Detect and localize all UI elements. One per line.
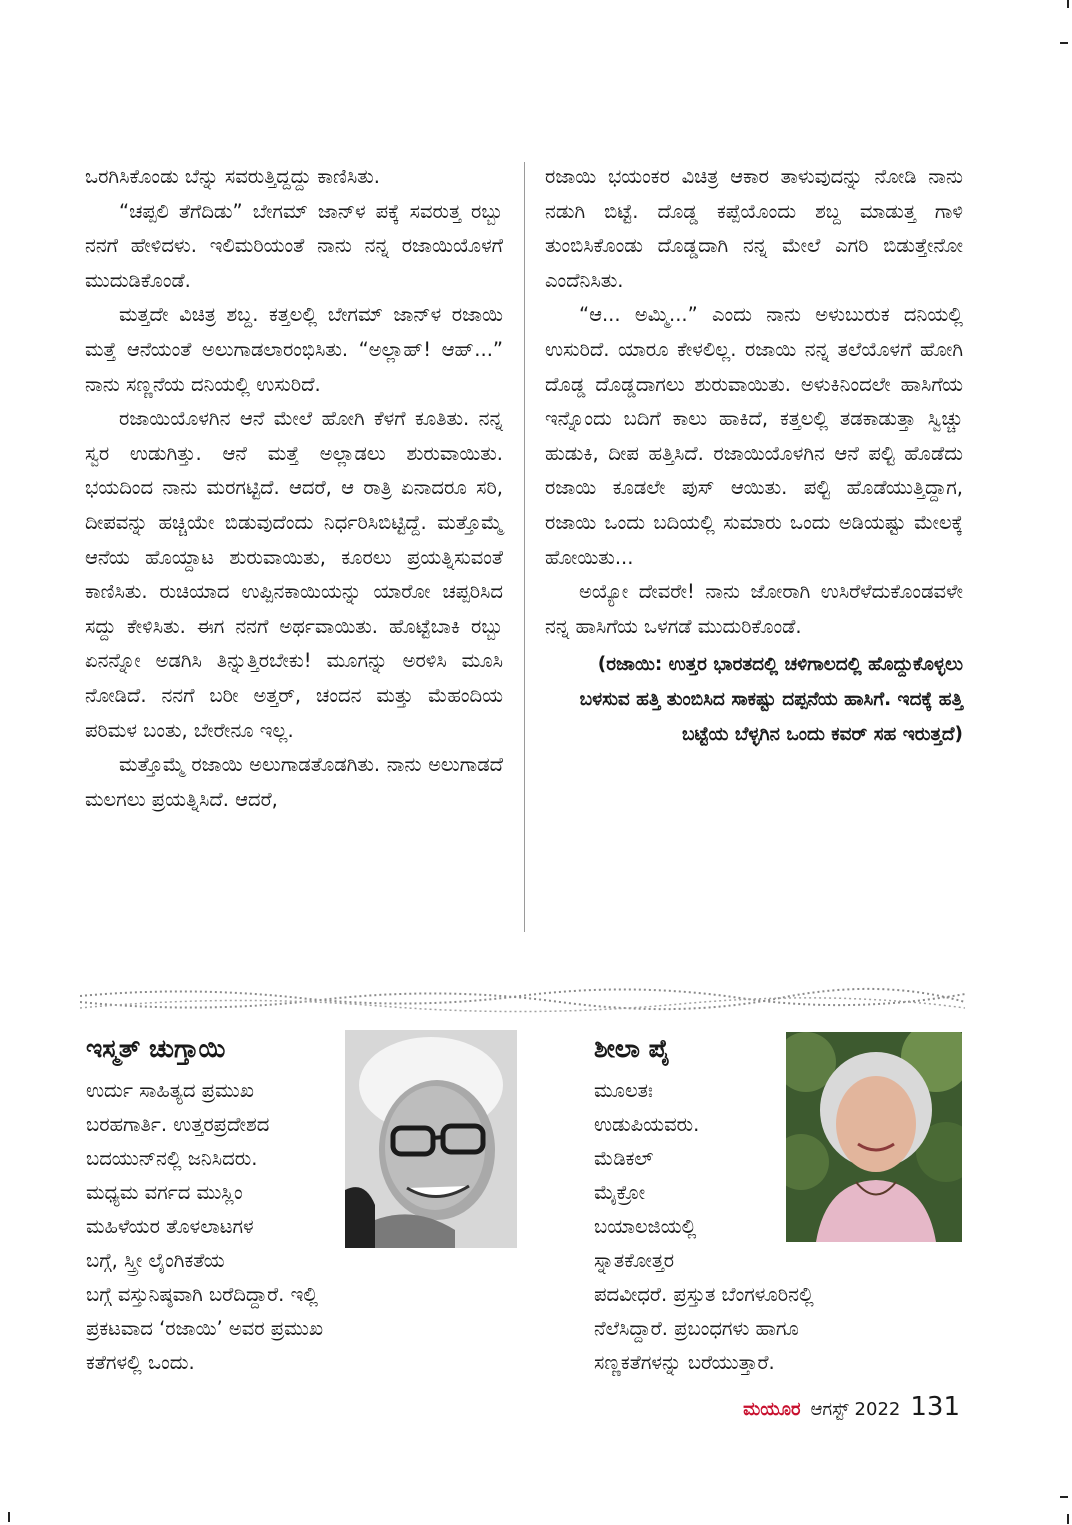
paragraph: ರಜಾಯಿ ಭಯಂಕರ ವಿಚಿತ್ರ ಆಕಾರ ತಾಳುವುದನ್ನು ನೋಡಿ ನಾನು ನಡುಗಿ ಬಿಟ್ಟೆ. ದೊಡ್ಡ ಕಪ್ಪೆಯೊಂದು ಶಬ್ದ ಮಾಡುತ್ತ ಗಾಳಿ ತುಂಬಿಸಿಕೊಂಡು ದೊಡ್ಡದಾಗಿ ನನ್ನ ಮೇಲೆ ಎಗರಿ ಬಿಡುತ್ತೇನೋ ಎಂದೆನಿಸಿತು. bbox=[545, 165, 963, 292]
article-column-left bbox=[85, 160, 503, 817]
bio-line: ಮೆಡಿಕಲ್ bbox=[594, 1147, 654, 1170]
decorative-divider bbox=[80, 984, 965, 1018]
bio-line: ಉಡುಪಿಯವರು. bbox=[594, 1113, 700, 1136]
crop-mark bbox=[8, 1512, 10, 1522]
issue-date: ಆಗಸ್ಟ್ 2022 bbox=[810, 1399, 901, 1420]
bio-line: ಉರ್ದು ಸಾಹಿತ್ಯದ ಪ್ರಮುಖ bbox=[86, 1079, 254, 1102]
crop-mark bbox=[1060, 42, 1068, 44]
paragraph: ಒರಗಿಸಿಕೊಂಡು ಬೆನ್ನು ಸವರುತ್ತಿದ್ದದ್ದು ಕಾಣಿಸಿತು. bbox=[85, 165, 380, 188]
paragraph: “ಚಪ್ಪಲಿ ತೆಗೆದಿಡು” ಬೇಗಮ್ ಜಾನ್‌ಳ ಪಕ್ಕೆ ಸವರುತ್ತ ರಬ್ಬು ನನಗೆ ಹೇಳಿದಳು. ಇಲಿಮರಿಯಂತೆ ನಾನು ನನ್ನ ರಜಾಯಿಯೊಳಗೆ ಮುದುಡಿಕೊಂಡೆ. bbox=[85, 199, 503, 292]
glossary-note: (ರಜಾಯಿ: ಉತ್ತರ ಭಾರತದಲ್ಲಿ ಚಳಿಗಾಲದಲ್ಲಿ ಹೊದ್ದುಕೊಳ್ಳಲು ಬಳಸುವ ಹತ್ತಿ ತುಂಬಿಸಿದ ಸಾಕಷ್ಟು ದಪ್ಪನೆಯ ಹಾಸಿಗೆ. ಇದಕ್ಕೆ ಹತ್ತಿ ಬಟ್ಟೆಯ ಬೆಳ್ಳಗಿನ ಒಂದು ಕವರ್ ಸಹ ಇರುತ್ತದೆ) bbox=[579, 654, 963, 745]
author-name: ಇಸ್ಮತ್ ಚುಗ್ತಾಯಿ bbox=[86, 1034, 226, 1063]
page-footer bbox=[743, 1392, 960, 1432]
bio-line: ಪ್ರಕಟವಾದ ‘ರಜಾಯಿ’ ಅವರ ಪ್ರಮುಖ bbox=[86, 1317, 324, 1340]
bio-line: ಬಯಾಲಜಿಯಲ್ಲಿ bbox=[594, 1215, 697, 1238]
article-column-right bbox=[545, 160, 963, 752]
bio-line: ಸ್ನಾತಕೋತ್ತರ bbox=[594, 1249, 675, 1272]
bio-line: ಮೂಲತಃ bbox=[594, 1079, 653, 1102]
translator-photo bbox=[786, 1032, 962, 1242]
author-portrait-icon bbox=[345, 1030, 517, 1248]
translator-name: ಶೀಲಾ ಪೈ bbox=[594, 1034, 670, 1063]
page-number: 131 bbox=[910, 1392, 960, 1422]
paragraph: “ಆ... ಅಮ್ಮಿ...” ಎಂದು ನಾನು ಅಳುಬುರುಕ ದನಿಯಲ್ಲಿ ಉಸುರಿದೆ. ಯಾರೂ ಕೇಳಲಿಲ್ಲ. ರಜಾಯಿ ನನ್ನ ತಲೆಯೊಳಗೆ ಹೋಗಿ ದೊಡ್ಡ ದೊಡ್ಡದಾಗಲು ಶುರುವಾಯಿತು. ಅಳುಕಿನಿಂದಲೇ ಹಾಸಿಗೆಯ ಇನ್ನೊಂದು ಬದಿಗೆ ಕಾಲು ಹಾಕಿದೆ, ಕತ್ತಲಲ್ಲಿ ತಡಕಾಡುತ್ತಾ ಸ್ವಿಚ್ಚು ಹುಡುಕಿ, ದೀಪ ಹತ್ತಿಸಿದೆ. ರಜಾಯಿಯೊಳಗಿನ ಆನೆ ಪಲ್ಟಿ ಹೊಡೆದು ರಜಾಯಿ ಕೂಡಲೇ ಪುಸ್ ಆಯಿತು. ಪಲ್ಟಿ ಹೊಡೆಯುತ್ತಿದ್ದಾಗ, ರಜಾಯಿ ಒಂದು ಬದಿಯಲ್ಲಿ ಸುಮಾರು ಒಂದು ಅಡಿಯಷ್ಟು ಮೇಲಕ್ಕೆ ಹೋಯಿತು... bbox=[545, 303, 963, 569]
paragraph: ಮತ್ತೊಮ್ಮೆ ರಜಾಯಿ ಅಲುಗಾಡತೊಡಗಿತು. ನಾನು ಅಲುಗಾಡದೆ ಮಲಗಲು ಪ್ರಯತ್ನಿಸಿದೆ. ಆದರೆ, bbox=[85, 753, 503, 811]
bio-line: ಮೈಕ್ರೋ bbox=[594, 1181, 646, 1204]
bio-line: ಬಗ್ಗೆ ವಸ್ತುನಿಷ್ಠವಾಗಿ ಬರೆದಿದ್ದಾರೆ. ಇಲ್ಲಿ bbox=[86, 1283, 319, 1306]
magazine-logo: ಮಯೂರ bbox=[743, 1399, 801, 1420]
bio-line: ಬಗ್ಗೆ, ಸ್ತ್ರೀ ಲೈಂಗಿಕತೆಯ bbox=[86, 1249, 225, 1272]
crop-mark bbox=[1060, 1496, 1068, 1498]
paragraph: ಮತ್ತದೇ ವಿಚಿತ್ರ ಶಬ್ದ. ಕತ್ತಲಲ್ಲಿ ಬೇಗಮ್ ಜಾನ್‌ಳ ರಜಾಯಿ ಮತ್ತೆ ಆನೆಯಂತೆ ಅಲುಗಾಡಲಾರಂಭಿಸಿತು. “ಅಲ್ಲಾಹ್! ಆಹ್...” ನಾನು ಸಣ್ಣನೆಯ ದನಿಯಲ್ಲಿ ಉಸುರಿದೆ. bbox=[85, 303, 503, 396]
bio-line: ಸಣ್ಣಕತೆಗಳನ್ನು ಬರೆಯುತ್ತಾರೆ. bbox=[594, 1351, 775, 1374]
paragraph: ಅಯ್ಯೋ ದೇವರೇ! ನಾನು ಜೋರಾಗಿ ಉಸಿರೆಳೆದುಕೊಂಡವಳೇ ನನ್ನ ಹಾಸಿಗೆಯ ಒಳಗಡೆ ಮುದುರಿಕೊಂಡೆ. bbox=[545, 580, 963, 638]
bio-line: ನೆಲೆಸಿದ್ದಾರೆ. ಪ್ರಬಂಧಗಳು ಹಾಗೂ bbox=[594, 1317, 799, 1340]
crop-mark bbox=[1067, 0, 1069, 8]
author-photo bbox=[345, 1030, 517, 1248]
bio-line: ಮಧ್ಯಮ ವರ್ಗದ ಮುಸ್ಲಿಂ bbox=[86, 1181, 243, 1204]
translator-portrait-icon bbox=[786, 1032, 962, 1242]
bio-line: ಪದವೀಧರೆ. ಪ್ರಸ್ತುತ ಬೆಂಗಳೂರಿನಲ್ಲಿ bbox=[594, 1283, 814, 1306]
bio-line: ಬದಯುನ್‌ನಲ್ಲಿ ಜನಿಸಿದರು. bbox=[86, 1147, 258, 1170]
bio-line: ಮಹಿಳೆಯರ ತೊಳಲಾಟಗಳ bbox=[86, 1215, 254, 1238]
bio-line: ಕತೆಗಳಲ್ಲಿ ಒಂದು. bbox=[86, 1351, 195, 1374]
paragraph: ರಜಾಯಿಯೊಳಗಿನ ಆನೆ ಮೇಲೆ ಹೋಗಿ ಕೆಳಗೆ ಕೂತಿತು. ನನ್ನ ಸ್ವರ ಉಡುಗಿತ್ತು. ಆನೆ ಮತ್ತೆ ಅಲ್ಲಾಡಲು ಶುರುವಾಯಿತು. ಭಯದಿಂದ ನಾನು ಮರಗಟ್ಟಿದೆ. ಆದರೆ, ಆ ರಾತ್ರಿ ಏನಾದರೂ ಸರಿ, ದೀಪವನ್ನು ಹಚ್ಚಿಯೇ ಬಿಡುವುದೆಂದು ನಿರ್ಧರಿಸಿಬಿಟ್ಟಿದ್ದೆ. ಮತ್ತೊಮ್ಮೆ ಆನೆಯ ಹೊಯ್ದಾಟ ಶುರುವಾಯಿತು, ಕೂರಲು ಪ್ರಯತ್ನಿಸುವಂತೆ ಕಾಣಿಸಿತು. ರುಚಿಯಾದ ಉಪ್ಪಿನಕಾಯಿಯನ್ನು ಯಾರೋ ಚಪ್ಪರಿಸಿದ ಸದ್ದು ಕೇಳಿಸಿತು. ಈಗ ನನಗೆ ಅರ್ಥವಾಯಿತು. ಹೊಟ್ಟೆಬಾಕಿ ರಬ್ಬು ಏನನ್ನೋ ಅಡಗಿಸಿ ತಿನ್ನುತ್ತಿರಬೇಕು! ಮೂಗನ್ನು ಅರಳಿಸಿ ಮೂಸಿ ನೋಡಿದೆ. ನನಗೆ ಬರೀ ಅತ್ತರ್, ಚಂದನ ಮತ್ತು ಮೆಹಂದಿಯ ಪರಿಮಳ ಬಂತು, ಬೇರೇನೂ ಇಲ್ಲ. bbox=[85, 407, 503, 742]
crop-mark bbox=[1067, 1514, 1069, 1524]
column-divider bbox=[524, 162, 525, 932]
bio-line: ಬರಹಗಾರ್ತಿ. ಉತ್ತರಪ್ರದೇಶದ bbox=[86, 1113, 270, 1136]
